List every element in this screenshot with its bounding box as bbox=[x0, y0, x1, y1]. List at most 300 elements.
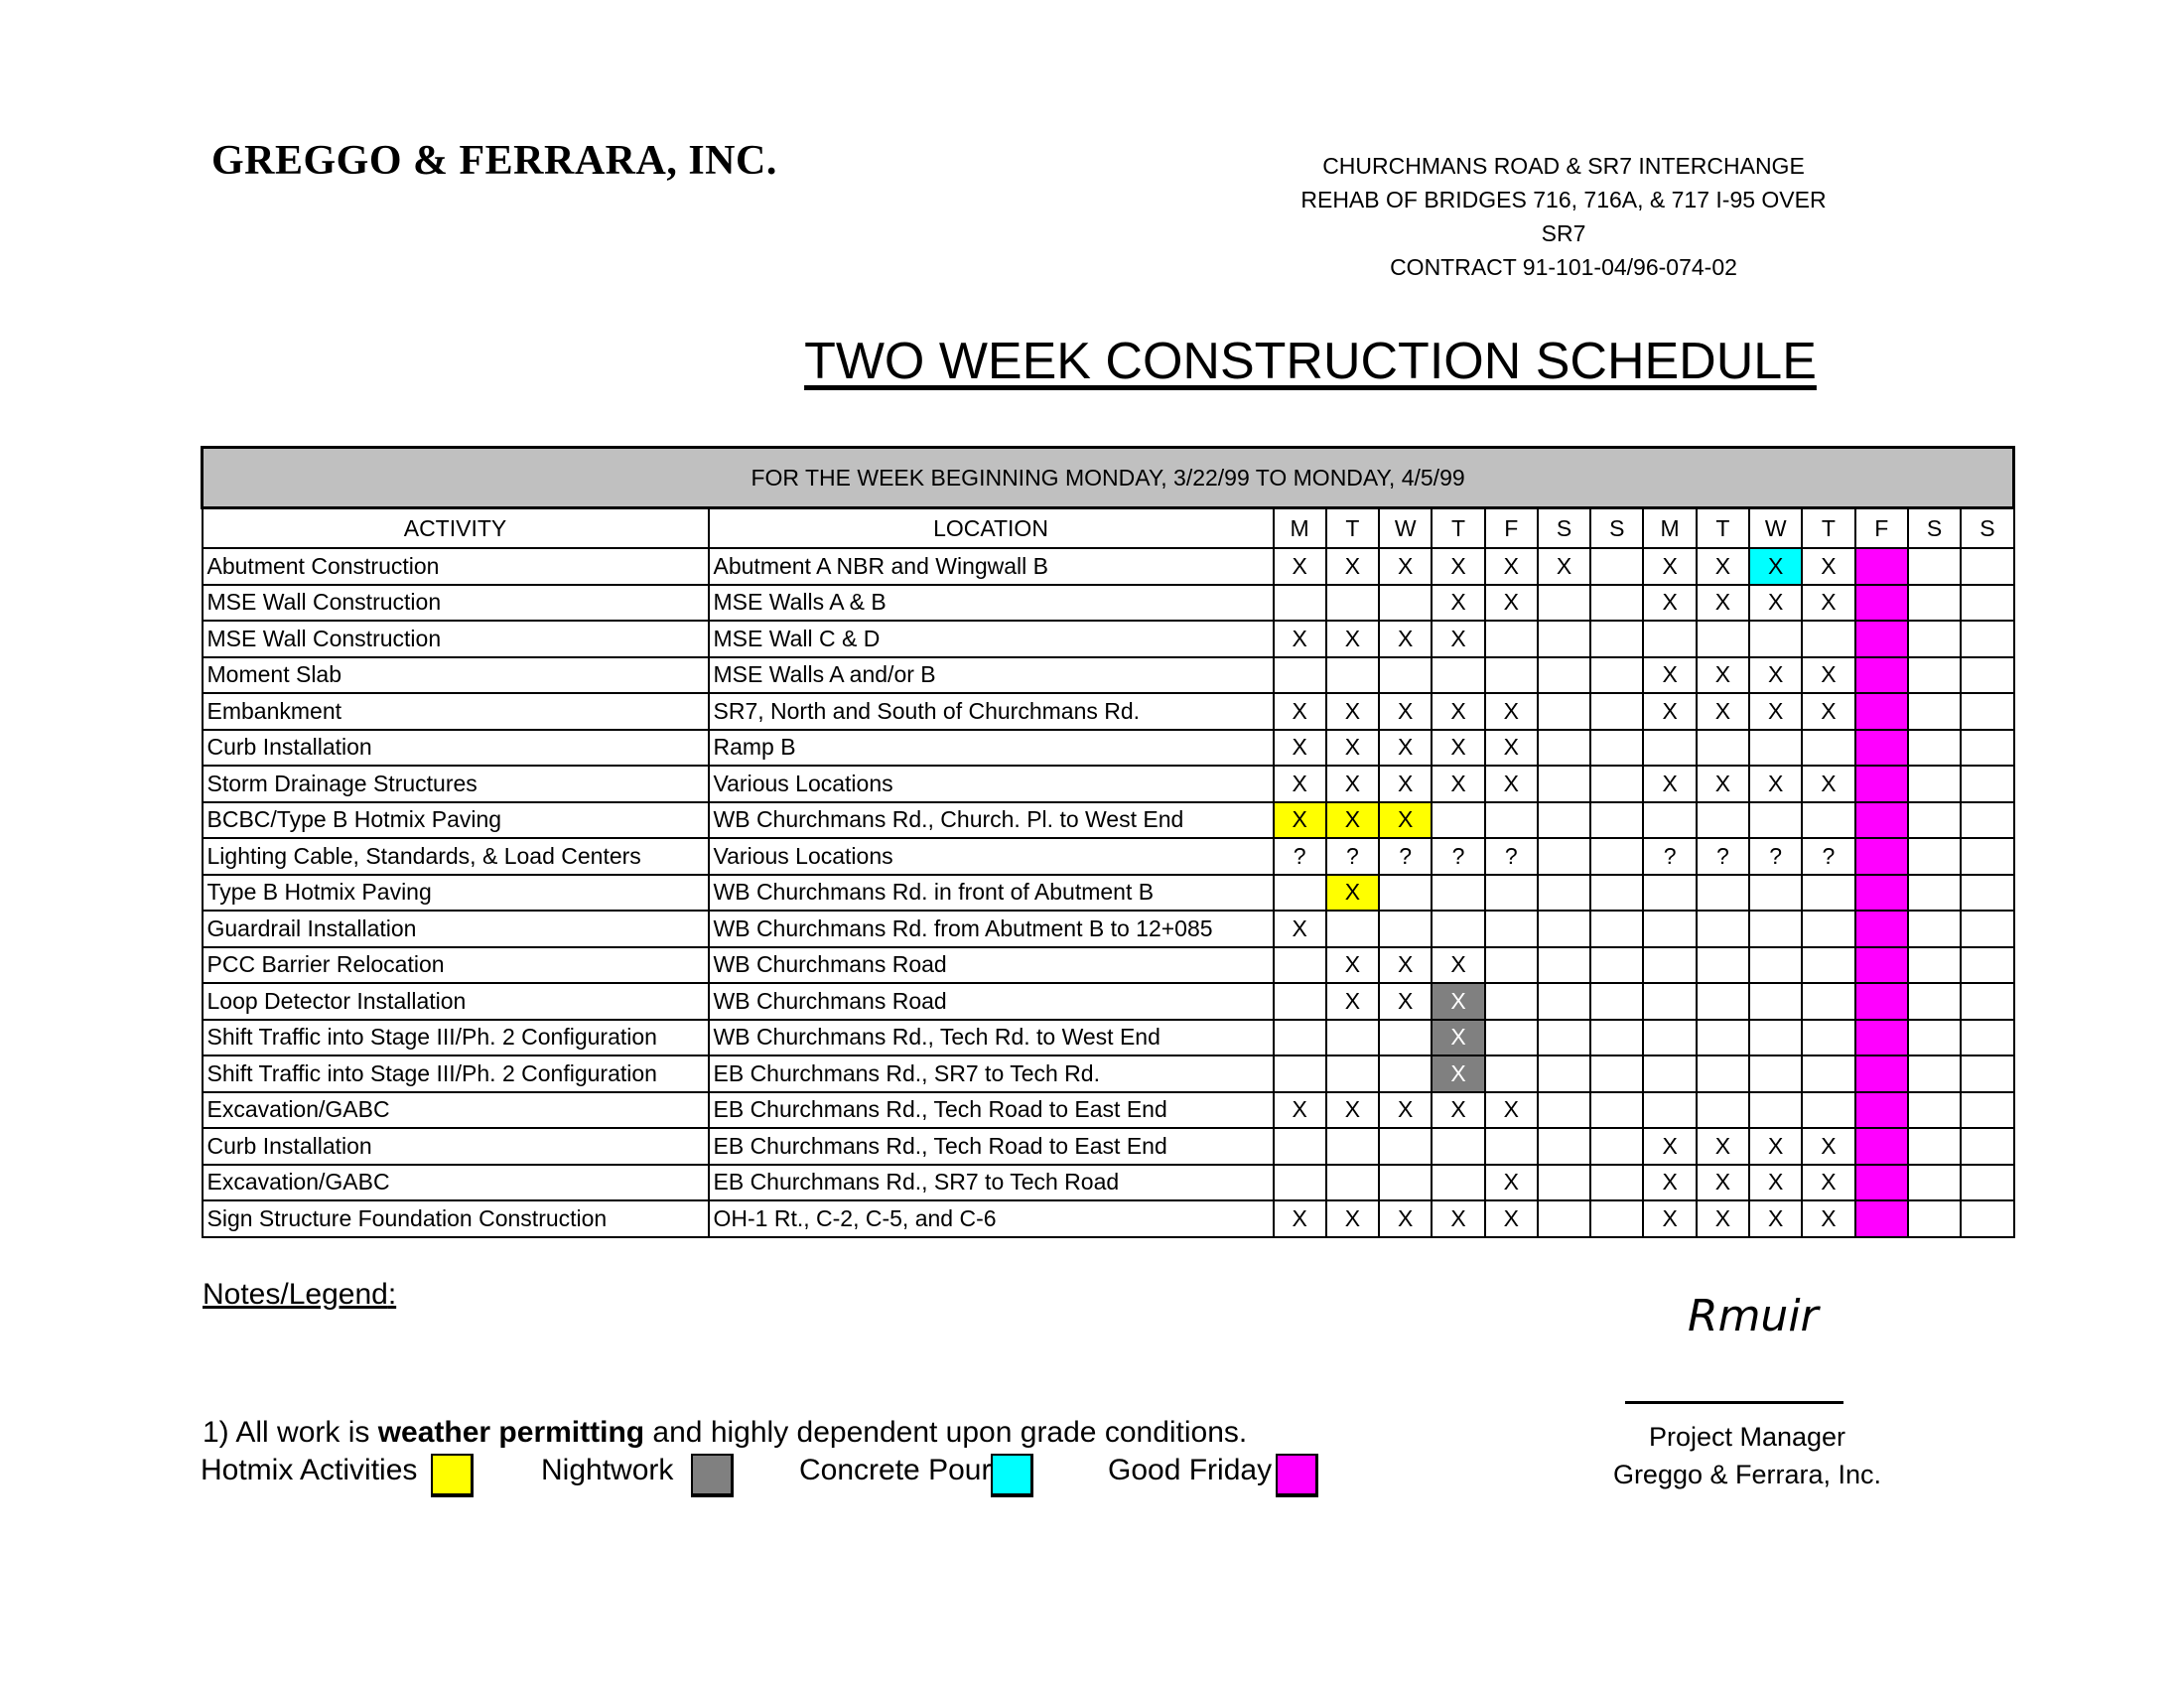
day-cell bbox=[1961, 585, 2013, 622]
day-cell bbox=[1590, 911, 1643, 947]
day-cell: X bbox=[1749, 657, 1802, 694]
location-cell: WB Churchmans Rd., Tech Rd. to West End bbox=[709, 1020, 1274, 1056]
location-cell: Ramp B bbox=[709, 730, 1274, 767]
day-cell bbox=[1538, 838, 1590, 875]
day-cell: X bbox=[1379, 983, 1432, 1020]
signer-title: Project Manager bbox=[1648, 1422, 1846, 1452]
day-cell bbox=[1855, 1092, 1908, 1129]
day-cell bbox=[1274, 657, 1326, 694]
day-cell bbox=[1802, 730, 1854, 767]
day-cell bbox=[1961, 838, 2013, 875]
day-cell: X bbox=[1643, 766, 1696, 802]
table-row bbox=[203, 693, 2014, 730]
day-cell bbox=[1643, 1055, 1696, 1092]
day-cell bbox=[1485, 802, 1538, 839]
company-name: GREGGO & FERRARA, INC. bbox=[211, 138, 777, 184]
day-cell: X bbox=[1432, 947, 1484, 984]
day-cell bbox=[1697, 875, 1749, 912]
activity-cell: Shift Traffic into Stage III/Ph. 2 Configuration bbox=[203, 1020, 709, 1056]
day-cell bbox=[1379, 911, 1432, 947]
day-cell bbox=[1749, 1092, 1802, 1129]
day-cell bbox=[1908, 693, 1961, 730]
day-cell bbox=[1538, 983, 1590, 1020]
table-row bbox=[203, 1055, 2014, 1092]
day-cell bbox=[1749, 1055, 1802, 1092]
day-cell: X bbox=[1643, 548, 1696, 585]
day-cell: X bbox=[1274, 621, 1326, 657]
day-cell: X bbox=[1485, 693, 1538, 730]
day-cell: X bbox=[1432, 766, 1484, 802]
day-cell bbox=[1802, 911, 1854, 947]
table-row bbox=[203, 911, 2014, 947]
activity-cell: Excavation/GABC bbox=[203, 1165, 709, 1201]
day-cell bbox=[1274, 947, 1326, 984]
day-cell bbox=[1908, 983, 1961, 1020]
day-cell bbox=[1432, 911, 1484, 947]
day-cell bbox=[1590, 657, 1643, 694]
day-cell bbox=[1538, 911, 1590, 947]
location-cell: EB Churchmans Rd., Tech Road to East End bbox=[709, 1092, 1274, 1129]
day-cell: X bbox=[1749, 1128, 1802, 1165]
day-cell bbox=[1485, 621, 1538, 657]
note-1 bbox=[203, 1416, 1247, 1450]
table-row bbox=[203, 1020, 2014, 1056]
day-cell: X bbox=[1749, 548, 1802, 585]
day-cell bbox=[1855, 802, 1908, 839]
table-row bbox=[203, 730, 2014, 767]
table-row bbox=[203, 621, 2014, 657]
day-cell: ? bbox=[1643, 838, 1696, 875]
day-cell bbox=[1855, 983, 1908, 1020]
day-cell bbox=[1961, 1055, 2013, 1092]
day-header: T bbox=[1697, 508, 1749, 549]
table-row bbox=[203, 983, 2014, 1020]
day-cell bbox=[1855, 911, 1908, 947]
day-header: M bbox=[1274, 508, 1326, 549]
day-cell: X bbox=[1485, 1200, 1538, 1237]
day-cell bbox=[1749, 1020, 1802, 1056]
day-cell bbox=[1590, 1200, 1643, 1237]
activity-cell: BCBC/Type B Hotmix Paving bbox=[203, 802, 709, 839]
table-row bbox=[203, 838, 2014, 875]
day-cell bbox=[1855, 838, 1908, 875]
table-row bbox=[203, 657, 2014, 694]
day-cell bbox=[1590, 875, 1643, 912]
legend-label-concrete-pour: Concrete Pour bbox=[799, 1454, 992, 1486]
day-cell bbox=[1538, 875, 1590, 912]
day-cell bbox=[1802, 1092, 1854, 1129]
activity-cell: Lighting Cable, Standards, & Load Centers bbox=[203, 838, 709, 875]
day-cell: X bbox=[1485, 1092, 1538, 1129]
day-cell bbox=[1908, 911, 1961, 947]
legend-swatch-nightwork bbox=[691, 1454, 734, 1497]
day-cell: X bbox=[1802, 1128, 1854, 1165]
day-cell: X bbox=[1274, 730, 1326, 767]
day-cell bbox=[1802, 621, 1854, 657]
day-cell bbox=[1485, 947, 1538, 984]
day-cell bbox=[1855, 947, 1908, 984]
day-cell bbox=[1643, 875, 1696, 912]
day-cell bbox=[1802, 875, 1854, 912]
day-cell bbox=[1432, 1165, 1484, 1201]
day-cell bbox=[1855, 1055, 1908, 1092]
activity-cell: Loop Detector Installation bbox=[203, 983, 709, 1020]
day-cell bbox=[1908, 947, 1961, 984]
day-cell bbox=[1326, 657, 1379, 694]
day-cell bbox=[1855, 548, 1908, 585]
day-cell bbox=[1855, 585, 1908, 622]
day-cell: ? bbox=[1697, 838, 1749, 875]
day-cell bbox=[1855, 657, 1908, 694]
day-cell bbox=[1590, 1092, 1643, 1129]
day-cell bbox=[1538, 766, 1590, 802]
signature: Rmuir bbox=[1688, 1291, 1819, 1341]
day-cell: ? bbox=[1749, 838, 1802, 875]
day-cell: X bbox=[1326, 947, 1379, 984]
day-cell bbox=[1749, 730, 1802, 767]
day-cell: X bbox=[1697, 657, 1749, 694]
note-1-prefix: 1) All work is bbox=[203, 1416, 378, 1449]
activity-cell: MSE Wall Construction bbox=[203, 585, 709, 622]
day-cell: X bbox=[1538, 548, 1590, 585]
day-cell bbox=[1749, 983, 1802, 1020]
header-row bbox=[203, 508, 2014, 549]
day-cell: X bbox=[1643, 1128, 1696, 1165]
day-cell: X bbox=[1432, 983, 1484, 1020]
day-cell bbox=[1379, 875, 1432, 912]
day-cell bbox=[1432, 875, 1484, 912]
table-row bbox=[203, 585, 2014, 622]
table-row bbox=[203, 802, 2014, 839]
day-cell bbox=[1961, 548, 2013, 585]
schedule-banner-row bbox=[203, 448, 2014, 508]
day-cell: X bbox=[1485, 730, 1538, 767]
day-cell bbox=[1908, 802, 1961, 839]
day-cell: X bbox=[1274, 911, 1326, 947]
day-cell: X bbox=[1749, 585, 1802, 622]
day-cell bbox=[1961, 1128, 2013, 1165]
day-cell bbox=[1961, 875, 2013, 912]
signature-line bbox=[1625, 1401, 1843, 1404]
day-cell: X bbox=[1326, 802, 1379, 839]
day-cell bbox=[1802, 1020, 1854, 1056]
day-cell: X bbox=[1379, 621, 1432, 657]
day-cell bbox=[1643, 621, 1696, 657]
day-cell: X bbox=[1274, 1200, 1326, 1237]
day-cell: X bbox=[1432, 1020, 1484, 1056]
day-cell: X bbox=[1697, 766, 1749, 802]
activity-cell: Storm Drainage Structures bbox=[203, 766, 709, 802]
day-cell: ? bbox=[1485, 838, 1538, 875]
day-cell bbox=[1538, 1092, 1590, 1129]
day-cell bbox=[1643, 947, 1696, 984]
table-row bbox=[203, 766, 2014, 802]
day-cell: X bbox=[1326, 730, 1379, 767]
location-cell: Abutment A NBR and Wingwall B bbox=[709, 548, 1274, 585]
day-cell bbox=[1802, 1055, 1854, 1092]
day-cell bbox=[1590, 548, 1643, 585]
project-line: CHURCHMANS ROAD & SR7 INTERCHANGE bbox=[1322, 153, 1805, 179]
day-cell: X bbox=[1379, 693, 1432, 730]
location-cell: SR7, North and South of Churchmans Rd. bbox=[709, 693, 1274, 730]
location-cell: Various Locations bbox=[709, 838, 1274, 875]
day-cell: X bbox=[1697, 585, 1749, 622]
day-cell bbox=[1643, 983, 1696, 1020]
day-cell bbox=[1855, 766, 1908, 802]
day-cell bbox=[1697, 621, 1749, 657]
day-cell bbox=[1274, 585, 1326, 622]
day-cell bbox=[1908, 1020, 1961, 1056]
day-cell bbox=[1961, 1200, 2013, 1237]
day-cell bbox=[1538, 802, 1590, 839]
location-cell: OH-1 Rt., C-2, C-5, and C-6 bbox=[709, 1200, 1274, 1237]
day-cell bbox=[1590, 766, 1643, 802]
day-cell: X bbox=[1326, 875, 1379, 912]
day-cell bbox=[1590, 1165, 1643, 1201]
day-cell bbox=[1538, 693, 1590, 730]
day-cell bbox=[1379, 1055, 1432, 1092]
day-cell: X bbox=[1274, 766, 1326, 802]
location-cell: EB Churchmans Rd., SR7 to Tech Road bbox=[709, 1165, 1274, 1201]
day-cell: X bbox=[1274, 1092, 1326, 1129]
day-cell: X bbox=[1697, 1200, 1749, 1237]
day-cell: X bbox=[1326, 621, 1379, 657]
day-cell bbox=[1908, 730, 1961, 767]
day-cell bbox=[1855, 730, 1908, 767]
day-cell bbox=[1538, 1128, 1590, 1165]
day-cell: X bbox=[1643, 693, 1696, 730]
activity-cell: Curb Installation bbox=[203, 1128, 709, 1165]
day-cell: X bbox=[1432, 548, 1484, 585]
day-cell bbox=[1749, 911, 1802, 947]
day-cell bbox=[1802, 947, 1854, 984]
location-cell: WB Churchmans Road bbox=[709, 947, 1274, 984]
day-cell: X bbox=[1643, 1200, 1696, 1237]
legend-label-hotmix: Hotmix Activities bbox=[201, 1454, 418, 1486]
day-cell bbox=[1908, 875, 1961, 912]
project-line: CONTRACT 91-101-04/96-074-02 bbox=[1390, 254, 1737, 280]
day-cell bbox=[1590, 983, 1643, 1020]
day-cell: X bbox=[1802, 1165, 1854, 1201]
day-cell: X bbox=[1432, 621, 1484, 657]
day-cell bbox=[1274, 1165, 1326, 1201]
day-cell bbox=[1802, 983, 1854, 1020]
day-cell bbox=[1643, 802, 1696, 839]
day-cell bbox=[1697, 730, 1749, 767]
location-cell: WB Churchmans Road bbox=[709, 983, 1274, 1020]
schedule-banner: FOR THE WEEK BEGINNING MONDAY, 3/22/99 TO MONDAY, 4/5/99 bbox=[203, 448, 2014, 508]
activity-column-header: ACTIVITY bbox=[203, 508, 709, 549]
day-cell bbox=[1274, 1055, 1326, 1092]
day-cell: X bbox=[1802, 585, 1854, 622]
legend-label-nightwork: Nightwork bbox=[541, 1454, 674, 1486]
table-row bbox=[203, 1200, 2014, 1237]
day-cell: ? bbox=[1802, 838, 1854, 875]
day-cell bbox=[1961, 730, 2013, 767]
location-cell: MSE Wall C & D bbox=[709, 621, 1274, 657]
day-cell bbox=[1749, 802, 1802, 839]
day-cell bbox=[1697, 947, 1749, 984]
legend-swatch-good-friday bbox=[1276, 1454, 1318, 1497]
table-row bbox=[203, 548, 2014, 585]
day-cell bbox=[1326, 1020, 1379, 1056]
table-row bbox=[203, 1165, 2014, 1201]
page-title: TWO WEEK CONSTRUCTION SCHEDULE bbox=[804, 333, 1817, 390]
day-cell bbox=[1961, 1020, 2013, 1056]
day-cell bbox=[1326, 911, 1379, 947]
day-cell bbox=[1749, 875, 1802, 912]
day-cell bbox=[1697, 1055, 1749, 1092]
day-cell bbox=[1538, 621, 1590, 657]
day-cell: X bbox=[1326, 766, 1379, 802]
day-cell: X bbox=[1432, 1055, 1484, 1092]
day-cell: ? bbox=[1326, 838, 1379, 875]
day-cell: X bbox=[1802, 693, 1854, 730]
day-cell: X bbox=[1802, 766, 1854, 802]
day-cell: X bbox=[1749, 1165, 1802, 1201]
day-cell bbox=[1961, 693, 2013, 730]
legend-swatch-concrete-pour bbox=[991, 1454, 1033, 1497]
day-cell: X bbox=[1274, 802, 1326, 839]
day-cell bbox=[1590, 838, 1643, 875]
day-cell: ? bbox=[1432, 838, 1484, 875]
day-cell bbox=[1538, 1020, 1590, 1056]
day-header: W bbox=[1749, 508, 1802, 549]
day-cell: X bbox=[1326, 693, 1379, 730]
day-cell: X bbox=[1379, 1092, 1432, 1129]
day-cell: X bbox=[1326, 983, 1379, 1020]
day-cell bbox=[1961, 983, 2013, 1020]
notes-legend-colon: : bbox=[387, 1278, 397, 1311]
day-header: T bbox=[1432, 508, 1484, 549]
day-cell bbox=[1961, 911, 2013, 947]
location-cell: WB Churchmans Rd. in front of Abutment B bbox=[709, 875, 1274, 912]
day-cell bbox=[1855, 1200, 1908, 1237]
day-cell bbox=[1908, 1165, 1961, 1201]
note-1-suffix: and highly dependent upon grade conditions. bbox=[644, 1416, 1248, 1449]
activity-cell: Abutment Construction bbox=[203, 548, 709, 585]
day-cell bbox=[1697, 802, 1749, 839]
day-cell: X bbox=[1802, 548, 1854, 585]
day-cell bbox=[1961, 766, 2013, 802]
day-cell bbox=[1697, 911, 1749, 947]
day-cell: X bbox=[1485, 585, 1538, 622]
location-cell: MSE Walls A & B bbox=[709, 585, 1274, 622]
legend-swatch-hotmix bbox=[431, 1454, 474, 1497]
day-cell bbox=[1326, 585, 1379, 622]
day-cell: X bbox=[1697, 1165, 1749, 1201]
day-cell bbox=[1908, 838, 1961, 875]
day-cell: X bbox=[1326, 1092, 1379, 1129]
activity-cell: Type B Hotmix Paving bbox=[203, 875, 709, 912]
day-cell bbox=[1855, 1165, 1908, 1201]
day-cell bbox=[1961, 621, 2013, 657]
day-cell bbox=[1590, 693, 1643, 730]
day-cell bbox=[1274, 983, 1326, 1020]
day-cell bbox=[1432, 1128, 1484, 1165]
location-cell: WB Churchmans Rd. from Abutment B to 12+085 bbox=[709, 911, 1274, 947]
day-cell bbox=[1538, 730, 1590, 767]
day-cell bbox=[1643, 730, 1696, 767]
day-cell bbox=[1379, 585, 1432, 622]
day-cell: X bbox=[1379, 1200, 1432, 1237]
note-1-bold: weather permitting bbox=[377, 1416, 645, 1449]
day-cell: ? bbox=[1274, 838, 1326, 875]
day-cell bbox=[1274, 875, 1326, 912]
project-info bbox=[1281, 149, 1846, 284]
location-cell: MSE Walls A and/or B bbox=[709, 657, 1274, 694]
day-cell: X bbox=[1274, 693, 1326, 730]
notes-legend-text: Notes/Legend bbox=[203, 1278, 388, 1311]
day-cell: X bbox=[1697, 693, 1749, 730]
day-cell: X bbox=[1485, 766, 1538, 802]
day-cell bbox=[1643, 1092, 1696, 1129]
day-cell bbox=[1961, 1092, 2013, 1129]
day-header: S bbox=[1590, 508, 1643, 549]
day-cell bbox=[1643, 911, 1696, 947]
day-cell bbox=[1538, 1055, 1590, 1092]
day-cell bbox=[1485, 1020, 1538, 1056]
location-cell: EB Churchmans Rd., SR7 to Tech Rd. bbox=[709, 1055, 1274, 1092]
day-cell bbox=[1538, 947, 1590, 984]
day-cell bbox=[1961, 657, 2013, 694]
day-cell bbox=[1538, 1200, 1590, 1237]
day-cell bbox=[1485, 983, 1538, 1020]
day-cell bbox=[1274, 1128, 1326, 1165]
day-cell bbox=[1485, 875, 1538, 912]
day-cell bbox=[1749, 621, 1802, 657]
day-cell bbox=[1908, 1128, 1961, 1165]
day-cell bbox=[1855, 1020, 1908, 1056]
day-cell: X bbox=[1802, 1200, 1854, 1237]
day-cell bbox=[1485, 1055, 1538, 1092]
day-cell bbox=[1961, 1165, 2013, 1201]
notes-legend-label bbox=[203, 1278, 396, 1312]
table-row bbox=[203, 1128, 2014, 1165]
activity-cell: Guardrail Installation bbox=[203, 911, 709, 947]
day-cell: X bbox=[1697, 548, 1749, 585]
day-cell bbox=[1908, 1055, 1961, 1092]
day-cell bbox=[1432, 657, 1484, 694]
day-cell bbox=[1538, 1165, 1590, 1201]
day-cell bbox=[1961, 802, 2013, 839]
day-cell bbox=[1590, 621, 1643, 657]
day-cell bbox=[1643, 1020, 1696, 1056]
day-cell: X bbox=[1432, 730, 1484, 767]
day-cell bbox=[1855, 621, 1908, 657]
day-cell bbox=[1855, 875, 1908, 912]
legend-label-good-friday: Good Friday bbox=[1108, 1454, 1273, 1486]
day-cell bbox=[1908, 585, 1961, 622]
schedule-table bbox=[201, 446, 2015, 1238]
activity-cell: Shift Traffic into Stage III/Ph. 2 Configuration bbox=[203, 1055, 709, 1092]
day-cell bbox=[1908, 766, 1961, 802]
day-header: F bbox=[1855, 508, 1908, 549]
day-cell bbox=[1379, 1128, 1432, 1165]
day-cell bbox=[1538, 657, 1590, 694]
day-cell: X bbox=[1274, 548, 1326, 585]
table-row bbox=[203, 947, 2014, 984]
day-header: T bbox=[1802, 508, 1854, 549]
day-cell: X bbox=[1643, 657, 1696, 694]
day-cell bbox=[1432, 802, 1484, 839]
day-cell: X bbox=[1643, 585, 1696, 622]
day-cell: ? bbox=[1379, 838, 1432, 875]
day-header: F bbox=[1485, 508, 1538, 549]
day-cell bbox=[1590, 1020, 1643, 1056]
day-cell bbox=[1274, 1020, 1326, 1056]
activity-cell: Curb Installation bbox=[203, 730, 709, 767]
